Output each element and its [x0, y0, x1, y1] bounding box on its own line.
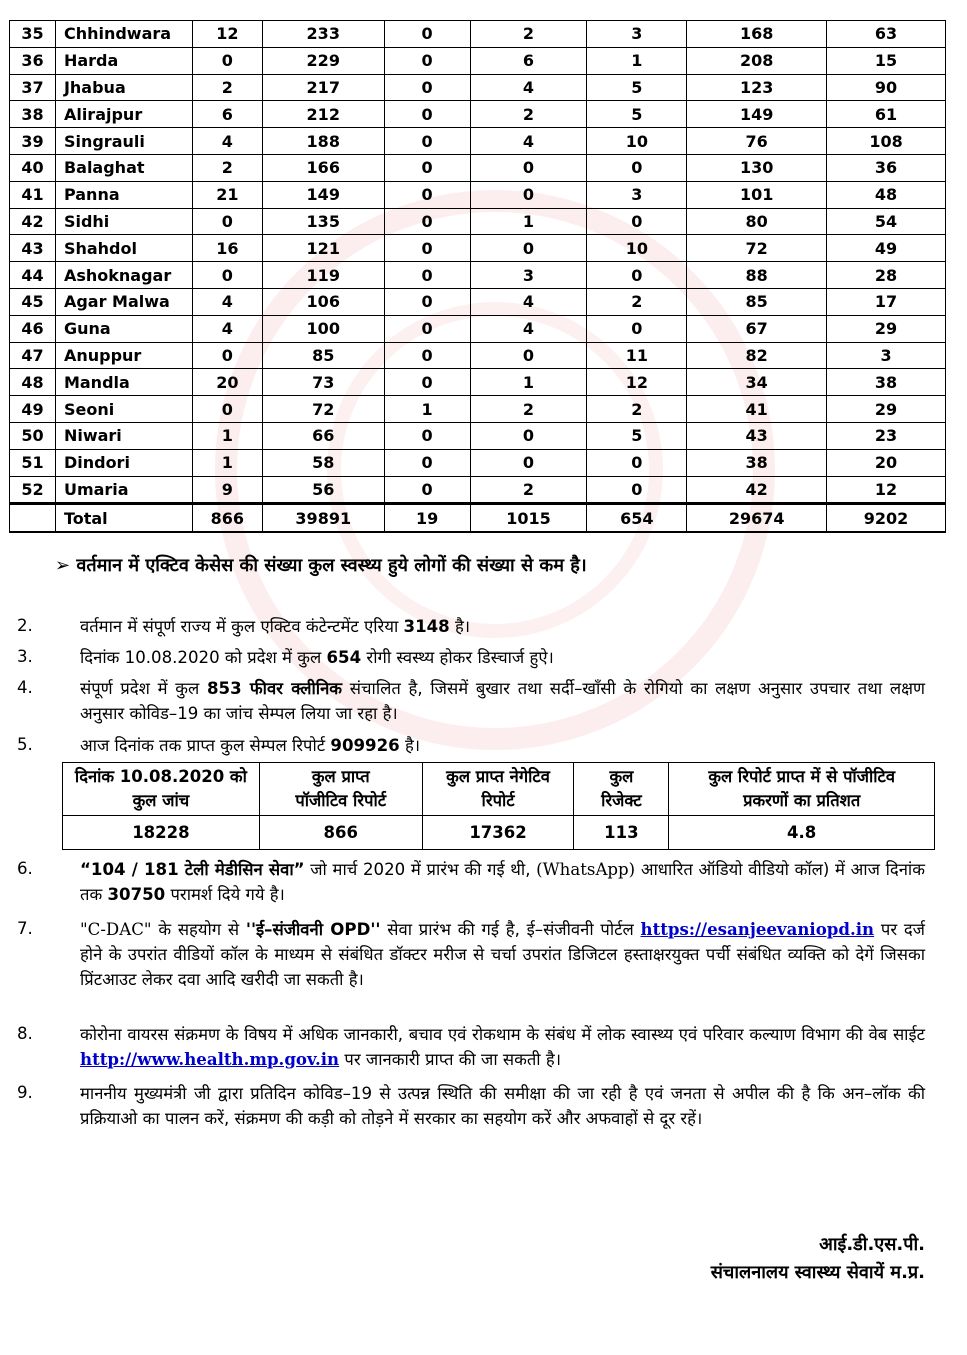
- cell-value: 119: [262, 262, 384, 289]
- serial-number: 39: [10, 128, 56, 155]
- summary-header-rejected: कुल रिजेक्ट: [574, 763, 669, 816]
- point-7: [80, 917, 925, 992]
- cell-value: 0: [587, 262, 687, 289]
- headline-text: वर्तमान में एक्टिव केसेस की संख्या कुल स्वस्थ्य हुये लोगों की संख्या से कम है।: [76, 555, 587, 576]
- point-9: माननीय मुख्यमंत्री जी द्वारा प्रतिदिन कोविड–19 से उत्पन्न स्थिति की समीक्षा की जा रही है एवं जनता से अपील की है कि अन–लॉक की प्रक्रियाओ का पालन करें, संक्रमण की कड़ी को तोड़ने में सरकार का सहयोग करें और अफवाहों से दूर रहें।: [80, 1084, 925, 1128]
- table-row: [10, 422, 946, 449]
- cell-value: 72: [687, 235, 827, 262]
- district-name: Agar Malwa: [55, 288, 192, 315]
- cell-value: 0: [384, 342, 470, 369]
- table-row: [10, 369, 946, 396]
- cell-value: 0: [384, 128, 470, 155]
- point-8-text-end: पर जानकारी प्राप्त की जा सकती है।: [339, 1050, 561, 1069]
- summary-negative: 17362: [422, 816, 574, 850]
- cell-value: 0: [470, 342, 587, 369]
- cell-value: 56: [262, 476, 384, 504]
- total-value: 9202: [827, 504, 946, 532]
- cell-value: 72: [262, 396, 384, 423]
- cell-value: 90: [827, 74, 946, 101]
- cell-value: 2: [470, 101, 587, 128]
- point-3: [80, 645, 925, 670]
- district-name: Ashoknagar: [55, 262, 192, 289]
- cell-value: 9: [192, 476, 262, 504]
- cell-value: 28: [827, 262, 946, 289]
- cell-value: 229: [262, 47, 384, 74]
- point-7-text: के सहयोग से: [151, 920, 246, 939]
- cell-value: 0: [587, 315, 687, 342]
- cell-value: 1: [587, 47, 687, 74]
- cell-value: 36: [827, 154, 946, 181]
- point-6-whatsapp: (WhatsApp): [536, 860, 636, 879]
- point-9-number: 9.: [17, 1083, 33, 1102]
- serial-number: 42: [10, 208, 56, 235]
- cell-value: 1: [470, 208, 587, 235]
- cell-value: 2: [470, 396, 587, 423]
- point-2: [80, 614, 925, 639]
- cell-value: 0: [192, 208, 262, 235]
- table-row: [10, 74, 946, 101]
- cell-value: 101: [687, 181, 827, 208]
- cell-value: 0: [384, 476, 470, 504]
- serial-number: 43: [10, 235, 56, 262]
- point-6-service: “104 / 181 टेली मेडीसिन सेवा”: [80, 860, 305, 879]
- point-4-number: 4.: [17, 678, 33, 697]
- serial-number: 49: [10, 396, 56, 423]
- district-name: Balaghat: [55, 154, 192, 181]
- cell-value: 38: [827, 369, 946, 396]
- cell-value: 85: [687, 288, 827, 315]
- cell-value: 3: [827, 342, 946, 369]
- cell-value: 0: [384, 449, 470, 476]
- point-2-text-end: है।: [449, 617, 471, 636]
- point-6: [80, 857, 925, 907]
- cell-value: 16: [192, 235, 262, 262]
- serial-number: 46: [10, 315, 56, 342]
- table-row: [10, 128, 946, 155]
- cell-value: 20: [827, 449, 946, 476]
- summary-positive: 866: [259, 816, 422, 850]
- cell-value: 4: [192, 315, 262, 342]
- signature-line-1: आई.डी.एस.पी.: [819, 1234, 925, 1255]
- summary-rejected: 113: [574, 816, 669, 850]
- cell-value: 0: [384, 47, 470, 74]
- cell-value: 88: [687, 262, 827, 289]
- point-4: [80, 676, 925, 726]
- cell-value: 2: [470, 476, 587, 504]
- cell-value: 67: [687, 315, 827, 342]
- serial-number: 45: [10, 288, 56, 315]
- cell-value: 23: [827, 422, 946, 449]
- health-mp-link[interactable]: http://www.health.mp.gov.in: [80, 1049, 340, 1069]
- cell-value: 42: [687, 476, 827, 504]
- point-7-number: 7.: [17, 919, 33, 938]
- serial-number: 51: [10, 449, 56, 476]
- cell-value: 73: [262, 369, 384, 396]
- district-name: Anuppur: [55, 342, 192, 369]
- summary-header-total-tests: दिनांक 10.08.2020 को कुल जांच: [63, 763, 260, 816]
- cell-value: 123: [687, 74, 827, 101]
- cell-value: 0: [470, 422, 587, 449]
- district-name: Harda: [55, 47, 192, 74]
- serial-number: 44: [10, 262, 56, 289]
- summary-table: [62, 762, 935, 850]
- cell-value: 5: [587, 101, 687, 128]
- table-row: [10, 476, 946, 504]
- total-value: 1015: [470, 504, 587, 532]
- total-row: [10, 504, 946, 532]
- cell-value: 49: [827, 235, 946, 262]
- cell-value: 29: [827, 315, 946, 342]
- cell-value: 0: [384, 21, 470, 48]
- table-row: [10, 396, 946, 423]
- summary-header-negative: कुल प्राप्त नेगेटिव रिपोर्ट: [422, 763, 574, 816]
- total-value: 39891: [262, 504, 384, 532]
- total-value: 19: [384, 504, 470, 532]
- cell-value: 4: [470, 74, 587, 101]
- summary-header-positive: कुल प्राप्त पॉजीटिव रिपोर्ट: [259, 763, 422, 816]
- cell-value: 0: [470, 235, 587, 262]
- summary-percent: 4.8: [669, 816, 935, 850]
- cell-value: 61: [827, 101, 946, 128]
- cell-value: 80: [687, 208, 827, 235]
- cell-value: 10: [587, 235, 687, 262]
- cell-value: 85: [262, 342, 384, 369]
- serial-number: 52: [10, 476, 56, 504]
- cell-value: 188: [262, 128, 384, 155]
- point-7-text-2: सेवा प्रारंभ की गई है, ई–संजीवनी पोर्टल: [380, 920, 641, 939]
- cell-value: 5: [587, 74, 687, 101]
- cell-value: 108: [827, 128, 946, 155]
- district-name: Dindori: [55, 449, 192, 476]
- cell-value: 11: [587, 342, 687, 369]
- district-name: Niwari: [55, 422, 192, 449]
- total-value: 29674: [687, 504, 827, 532]
- cell-value: 63: [827, 21, 946, 48]
- cell-value: 0: [192, 396, 262, 423]
- cell-value: 4: [192, 288, 262, 315]
- cell-value: 106: [262, 288, 384, 315]
- cell-value: 54: [827, 208, 946, 235]
- cell-value: 100: [262, 315, 384, 342]
- cell-value: 149: [262, 181, 384, 208]
- serial-number: 35: [10, 21, 56, 48]
- cell-value: 48: [827, 181, 946, 208]
- district-name: Sidhi: [55, 208, 192, 235]
- total-serial-cell: [10, 504, 56, 532]
- district-name: Chhindwara: [55, 21, 192, 48]
- point-3-text-end: रोगी स्वस्थ्य होकर डिस्चार्ज हुऐ।: [361, 648, 554, 667]
- point-3-number: 3.: [17, 647, 33, 666]
- point-5-text-end: है।: [399, 736, 421, 755]
- district-name: Alirajpur: [55, 101, 192, 128]
- cell-value: 10: [587, 128, 687, 155]
- serial-number: 37: [10, 74, 56, 101]
- cell-value: 6: [192, 101, 262, 128]
- cell-value: 0: [384, 315, 470, 342]
- cell-value: 2: [587, 396, 687, 423]
- cell-value: 0: [384, 208, 470, 235]
- point-4-text: संपूर्ण प्रदेश में कुल: [80, 679, 207, 698]
- point-8: [80, 1022, 925, 1072]
- point-8-text: कोरोना वायरस संक्रमण के विषय में अधिक जानकारी, बचाव एवं रोकथाम के संबंध में लोक स्वास्थ्य एवं परिवार कल्याण विभाग की वेब साईट: [80, 1025, 925, 1044]
- cell-value: 1: [384, 396, 470, 423]
- point-3-value: 654: [326, 648, 362, 667]
- cell-value: 15: [827, 47, 946, 74]
- cell-value: 0: [384, 369, 470, 396]
- cell-value: 76: [687, 128, 827, 155]
- cell-value: 0: [384, 181, 470, 208]
- cell-value: 0: [192, 342, 262, 369]
- total-value: 866: [192, 504, 262, 532]
- cell-value: 0: [587, 449, 687, 476]
- table-row: [10, 208, 946, 235]
- table-row: [10, 449, 946, 476]
- cell-value: 43: [687, 422, 827, 449]
- district-name: Singrauli: [55, 128, 192, 155]
- point-5-value: 909926: [330, 736, 400, 755]
- point-2-number: 2.: [17, 616, 33, 635]
- table-row: [10, 288, 946, 315]
- table-row: [10, 47, 946, 74]
- cell-value: 0: [384, 101, 470, 128]
- serial-number: 47: [10, 342, 56, 369]
- cell-value: 0: [587, 154, 687, 181]
- cell-value: 0: [192, 47, 262, 74]
- summary-total-tests: 18228: [63, 816, 260, 850]
- cell-value: 4: [192, 128, 262, 155]
- point-7-text-end: पर दर्ज होने के उपरांत वीडियों कॉल के माध्यम से संबंधित डॉक्टर मरीज से चर्चा उपरांत डिजिटल हस्ताक्षरयुक्त पर्ची संबंधित व्यक्ति को देगें जिसका प्रिंटआउट लेकर दवा आदि खरीदी जा सकती है।: [80, 920, 925, 989]
- point-3-text: दिनांक 10.08.2020 को प्रदेश में कुल: [80, 648, 327, 667]
- table-row: [10, 342, 946, 369]
- point-4-value: 853 फीवर क्लीनिक: [207, 679, 343, 698]
- cell-value: 0: [192, 262, 262, 289]
- district-name: Jhabua: [55, 74, 192, 101]
- esanjeevani-link[interactable]: https://esanjeevaniopd.in: [640, 919, 875, 939]
- cell-value: 34: [687, 369, 827, 396]
- point-7-cdac: "C-DAC": [80, 920, 152, 939]
- point-6-text-end: परामर्श दिये गये है।: [165, 885, 285, 904]
- summary-value-row: [63, 816, 935, 850]
- serial-number: 36: [10, 47, 56, 74]
- district-name: Umaria: [55, 476, 192, 504]
- table-row: [10, 154, 946, 181]
- cell-value: 5: [587, 422, 687, 449]
- cell-value: 0: [384, 154, 470, 181]
- cell-value: 2: [192, 154, 262, 181]
- cell-value: 82: [687, 342, 827, 369]
- point-8-number: 8.: [17, 1024, 33, 1043]
- cell-value: 66: [262, 422, 384, 449]
- cell-value: 0: [470, 181, 587, 208]
- cell-value: 41: [687, 396, 827, 423]
- cell-value: 166: [262, 154, 384, 181]
- point-5-text: आज दिनांक तक प्राप्त कुल सेम्पल रिपोर्ट: [80, 736, 331, 755]
- cell-value: 217: [262, 74, 384, 101]
- point-2-value: 3148: [403, 617, 450, 636]
- cell-value: 149: [687, 101, 827, 128]
- cell-value: 0: [587, 208, 687, 235]
- point-2-text: वर्तमान में संपूर्ण राज्य में कुल एक्टिव कंटेन्टमेंट एरिया: [80, 617, 404, 636]
- cell-value: 0: [384, 422, 470, 449]
- cell-value: 168: [687, 21, 827, 48]
- point-6-number: 6.: [17, 859, 33, 878]
- district-name: Seoni: [55, 396, 192, 423]
- serial-number: 48: [10, 369, 56, 396]
- cell-value: 4: [470, 288, 587, 315]
- cell-value: 130: [687, 154, 827, 181]
- cell-value: 212: [262, 101, 384, 128]
- summary-header-percent: कुल रिपोर्ट प्राप्त में से पॉजीटिव प्रकरणों का प्रतिशत: [669, 763, 935, 816]
- signature-line-2: संचालनालय स्वास्थ्य सेवायें म.प्र.: [710, 1262, 925, 1283]
- cell-value: 233: [262, 21, 384, 48]
- district-name: Panna: [55, 181, 192, 208]
- district-name: Guna: [55, 315, 192, 342]
- table-row: [10, 235, 946, 262]
- cell-value: 0: [470, 154, 587, 181]
- cell-value: 1: [470, 369, 587, 396]
- cell-value: 6: [470, 47, 587, 74]
- summary-header-row: [63, 763, 935, 816]
- cell-value: 1: [192, 422, 262, 449]
- cell-value: 135: [262, 208, 384, 235]
- cell-value: 208: [687, 47, 827, 74]
- cell-value: 0: [384, 74, 470, 101]
- district-name: Mandla: [55, 369, 192, 396]
- cell-value: 12: [587, 369, 687, 396]
- cell-value: 29: [827, 396, 946, 423]
- cell-value: 17: [827, 288, 946, 315]
- table-row: [10, 21, 946, 48]
- cell-value: 2: [470, 21, 587, 48]
- point-7-service: ''ई–संजीवनी OPD'': [245, 920, 381, 939]
- arrow-icon: ➢: [55, 555, 71, 576]
- cell-value: 0: [384, 235, 470, 262]
- table-row: [10, 181, 946, 208]
- table-row: [10, 101, 946, 128]
- point-4-text-end: संचालित है, जिसमें बुखार तथा सर्दी–खाँसी के रोगियो का लक्षण अनुसार उपचार तथा लक्षण अनुसार कोविड–19 का जांच सेम्पल लिया जा रहा है।: [80, 679, 926, 723]
- point-5-number: 5.: [17, 735, 33, 754]
- cell-value: 3: [587, 181, 687, 208]
- cell-value: 12: [827, 476, 946, 504]
- serial-number: 50: [10, 422, 56, 449]
- table-row: [10, 262, 946, 289]
- point-6-text: जो मार्च 2020 में प्रारंभ की गई थी,: [304, 860, 537, 879]
- cell-value: 2: [587, 288, 687, 315]
- serial-number: 38: [10, 101, 56, 128]
- cell-value: 21: [192, 181, 262, 208]
- cell-value: 0: [384, 262, 470, 289]
- point-6-text-2: आधारित ऑडियो वीडियो कॉल) में आज दिनांक तक: [80, 860, 925, 904]
- cell-value: 20: [192, 369, 262, 396]
- cell-value: 38: [687, 449, 827, 476]
- cell-value: 1: [192, 449, 262, 476]
- cell-value: 121: [262, 235, 384, 262]
- district-table: [9, 20, 946, 533]
- cell-value: 0: [470, 449, 587, 476]
- cell-value: 4: [470, 315, 587, 342]
- point-6-value: 30750: [107, 885, 166, 904]
- cell-value: 12: [192, 21, 262, 48]
- table-row: [10, 315, 946, 342]
- serial-number: 40: [10, 154, 56, 181]
- cell-value: 3: [470, 262, 587, 289]
- point-5: [80, 733, 925, 758]
- serial-number: 41: [10, 181, 56, 208]
- cell-value: 3: [587, 21, 687, 48]
- total-value: 654: [587, 504, 687, 532]
- cell-value: 58: [262, 449, 384, 476]
- cell-value: 0: [587, 476, 687, 504]
- cell-value: 0: [384, 288, 470, 315]
- cell-value: 2: [192, 74, 262, 101]
- cell-value: 4: [470, 128, 587, 155]
- district-name: Shahdol: [55, 235, 192, 262]
- headline-note: [55, 553, 587, 577]
- total-label: Total: [55, 504, 192, 532]
